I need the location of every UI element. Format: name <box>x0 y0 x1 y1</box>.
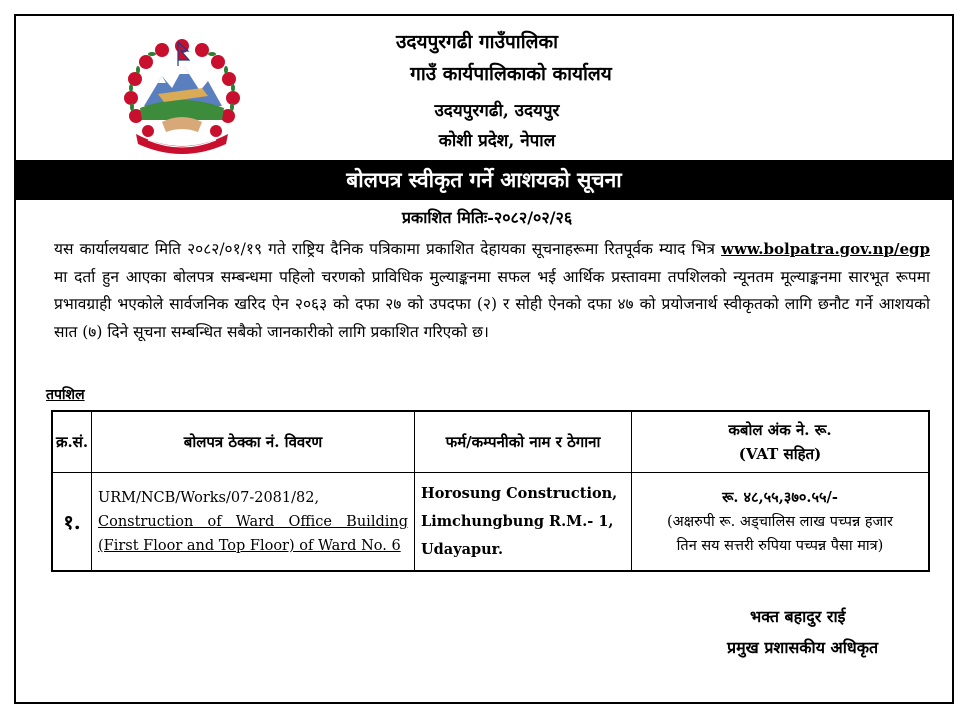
body-text-2: मा दर्ता हुन आएका बोलपत्र सम्बन्धमा पहिलो चरणको प्राविधिक मुल्याङ्कनमा सफल भई आर्थिक प्रस्तावमा तपशिलको न्यूनतम मूल्याङ्कनमा सारभूत रूपमा प्रभावग्राही भएकोले सार्वजनिक खरिद ऐन २०६३ को दफा २७ को उपदफा (२) र सोही ऐनको दफा ४७ को प्रयोजनार्थ स्वीकृतको लागि छनौट गर्ने आशयको सात (७) दिने सूचना सम्बन्धित सबैको जानकारीको लागि प्रकाशित गरिएको छ। <box>54 267 930 341</box>
body-text-1: यस कार्यालयबाट मिति २०८२/०१/१९ गते राष्ट्रिय दैनिक पत्रिकामा प्रकाशित देहायका सूचनाहरूमा रितपूर्वक म्याद भित्र <box>54 240 722 258</box>
signatory-designation: प्रमुख प्रशासकीय अधिकृत <box>727 638 879 657</box>
bid-amount: रू. ४८,५५,३७०.५५/- <box>722 488 838 506</box>
row-firm <box>415 473 632 572</box>
signatory-name: भक्त बहादुर राई <box>750 607 846 626</box>
firm-address-2: Udayapur. <box>421 540 504 558</box>
col-header-amount <box>632 411 930 473</box>
amount-words-2: तिन सय सत्तरी रुपिया पच्पन्न पैसा मात्र) <box>676 537 884 554</box>
details-label: तपशिल <box>46 387 85 403</box>
amount-words-1: (अक्षरुपी रू. अड्चालिस लाख पच्पन्न हजार <box>667 513 893 530</box>
municipality-name: उदयपुरगढी गाउँपालिका <box>395 31 559 53</box>
table-header-row <box>52 411 929 473</box>
col-header-contract: बोलपत्र ठेक्का नं. विवरण <box>92 411 415 473</box>
col-header-sn: क्र.सं. <box>52 411 92 473</box>
bid-table <box>51 410 930 572</box>
notice-title-banner <box>16 160 952 200</box>
col-header-amount-line1: कबोल अंक ने. रू. <box>728 421 832 439</box>
row-contract <box>92 473 415 572</box>
firm-name: Horosung Construction, <box>421 484 618 502</box>
notice-body <box>54 236 930 346</box>
office-name: गाउँ कार्यपालिकाको कार्यालय <box>410 63 612 85</box>
published-date: प्रकाशित मितिः-२०८२/०२/२६ <box>401 208 573 227</box>
firm-address-1: Limchungbung R.M.- 1, <box>421 512 614 530</box>
row-sn: १. <box>52 473 92 572</box>
contract-description: Construction of Ward Office Building (First Floor and Top Floor) of Ward No. 6 <box>98 513 408 554</box>
row-amount <box>632 473 930 572</box>
table-row <box>52 473 929 572</box>
col-header-firm: फर्म/कम्पनीको नाम र ठेगाना <box>415 411 632 473</box>
bolpatra-link[interactable]: www.bolpatra.gov.np/egp <box>721 240 930 258</box>
province-country: कोशी प्रदेश, नेपाल <box>438 131 556 151</box>
col-header-amount-line2: (VAT सहित) <box>738 445 822 463</box>
notice-title: बोलपत्र स्वीकृत गर्ने आशयको सूचना <box>346 167 622 192</box>
office-address: उदयपुरगढी, उदयपुर <box>434 101 560 121</box>
contract-number: URM/NCB/Works/07-2081/82, <box>98 489 320 506</box>
